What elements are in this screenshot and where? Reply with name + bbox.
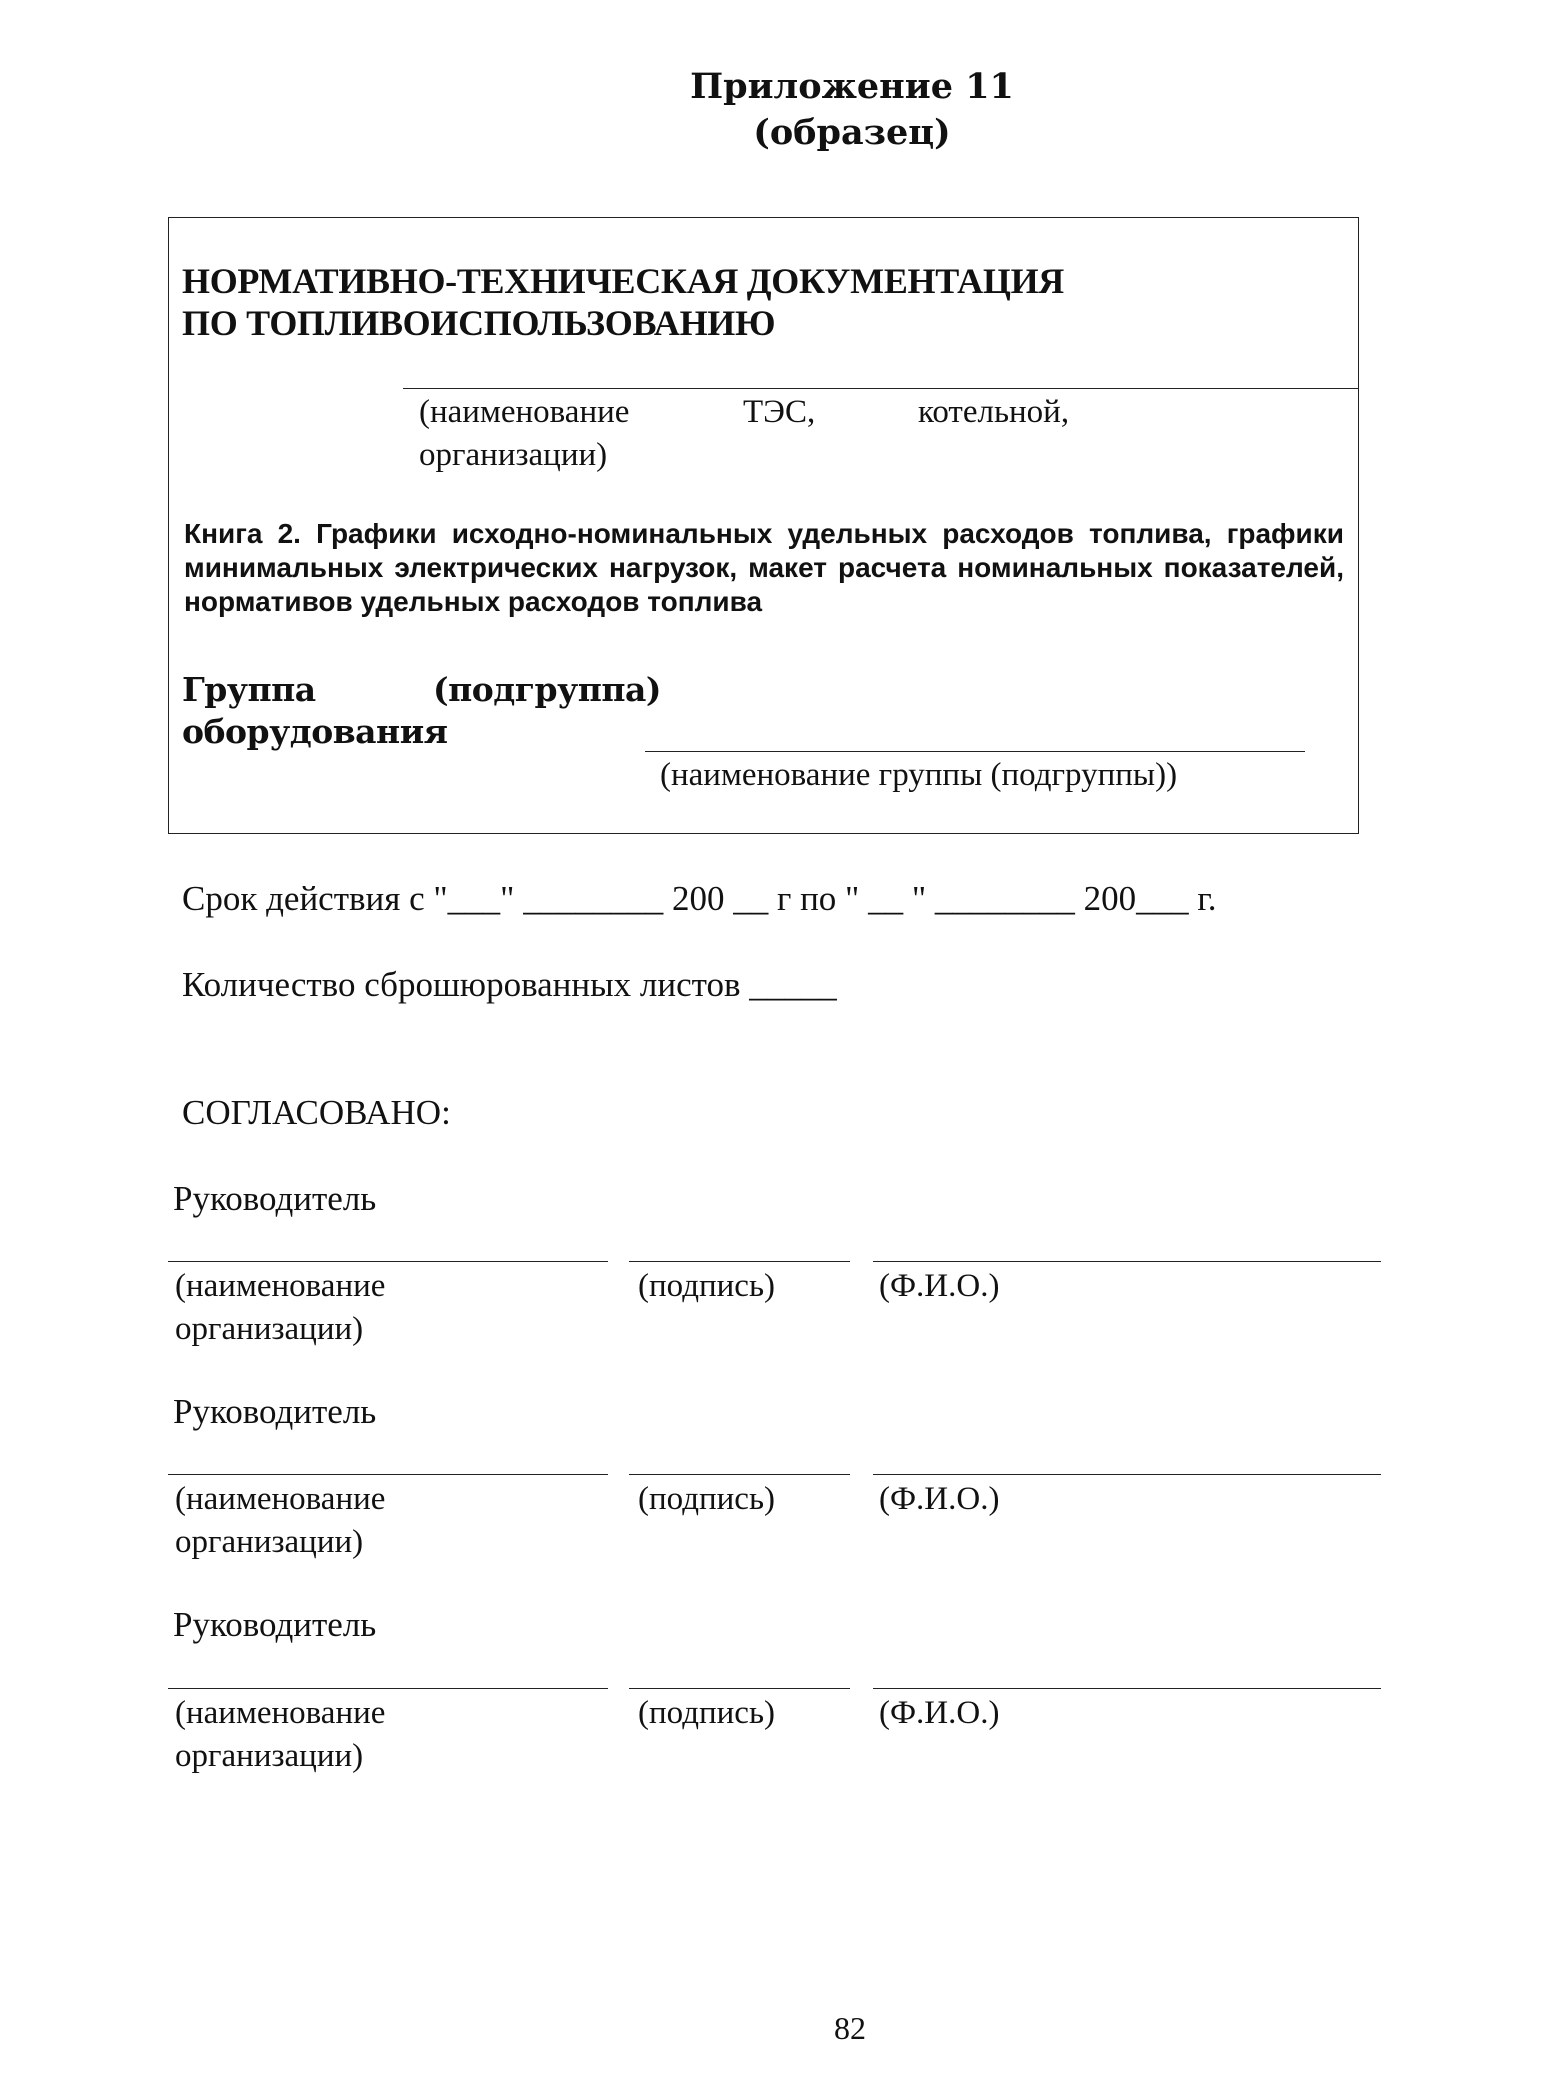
org-caption-line-1: (наименование: [175, 1481, 386, 1517]
signature-line: [629, 1261, 850, 1262]
approver-role: Руководитель: [173, 1179, 377, 1218]
org-caption-line-2: организации): [175, 1524, 364, 1560]
group-label-word-1: Группа: [182, 670, 316, 709]
org-caption-line-2: организации): [175, 1311, 364, 1347]
appendix-sample-label: (образец): [753, 112, 951, 153]
full-name-caption: (Ф.И.О.): [879, 1268, 1000, 1304]
signature-line: [629, 1688, 850, 1689]
org-caption-line-2: организации): [419, 437, 608, 473]
signature-caption: (подпись): [638, 1268, 775, 1304]
org-caption-line-1: (наименование: [175, 1695, 386, 1731]
org-caption-word-1: (наименование: [419, 394, 630, 430]
group-name-field-line: [645, 751, 1305, 752]
page-number: 82: [834, 2010, 866, 2046]
org-caption-line-2: организации): [175, 1738, 364, 1774]
appendix-header: [0, 64, 1544, 156]
sheets-count: Количество сброшюрованных листов _____: [182, 965, 837, 1004]
document-title-line-2: ПО ТОПЛИВОИСПОЛЬЗОВАНИЮ: [182, 303, 776, 343]
document-title: [182, 260, 1064, 344]
signature-caption: (подпись): [638, 1481, 775, 1517]
name-signature-line: [873, 1688, 1381, 1689]
signature-caption: (подпись): [638, 1695, 775, 1731]
org-name-field-line: [403, 388, 1358, 389]
group-name-caption: (наименование группы (подгруппы)): [660, 757, 1178, 793]
group-label-line-2: оборудования: [182, 712, 448, 751]
book-description: Книга 2. Графики исходно-номинальных удельных расходов топлива, графики минимальных электрических нагрузок, макет расчета номинальных показателей, нормативов удельных расходов топлива: [184, 518, 1344, 617]
org-caption-line-1: (наименование: [175, 1268, 386, 1304]
group-label-word-2: (подгруппа): [433, 670, 661, 709]
org-caption-word-2: ТЭС,: [743, 394, 816, 430]
name-signature-line: [873, 1474, 1381, 1475]
validity-period: Срок действия с "___" ________ 200 __ г по " __ " ________ 200___ г.: [182, 879, 1217, 918]
signature-line: [629, 1474, 850, 1475]
org-signature-line: [168, 1261, 608, 1262]
approval-heading: СОГЛАСОВАНО:: [182, 1093, 451, 1132]
full-name-caption: (Ф.И.О.): [879, 1481, 1000, 1517]
approver-role: Руководитель: [173, 1392, 377, 1431]
org-caption-word-3: котельной,: [918, 394, 1070, 430]
name-signature-line: [873, 1261, 1381, 1262]
document-title-line-1: НОРМАТИВНО-ТЕХНИЧЕСКАЯ ДОКУМЕНТАЦИЯ: [182, 261, 1064, 301]
org-signature-line: [168, 1688, 608, 1689]
org-signature-line: [168, 1474, 608, 1475]
approver-role: Руководитель: [173, 1605, 377, 1644]
appendix-number: Приложение 11: [690, 66, 1014, 107]
full-name-caption: (Ф.И.О.): [879, 1695, 1000, 1731]
